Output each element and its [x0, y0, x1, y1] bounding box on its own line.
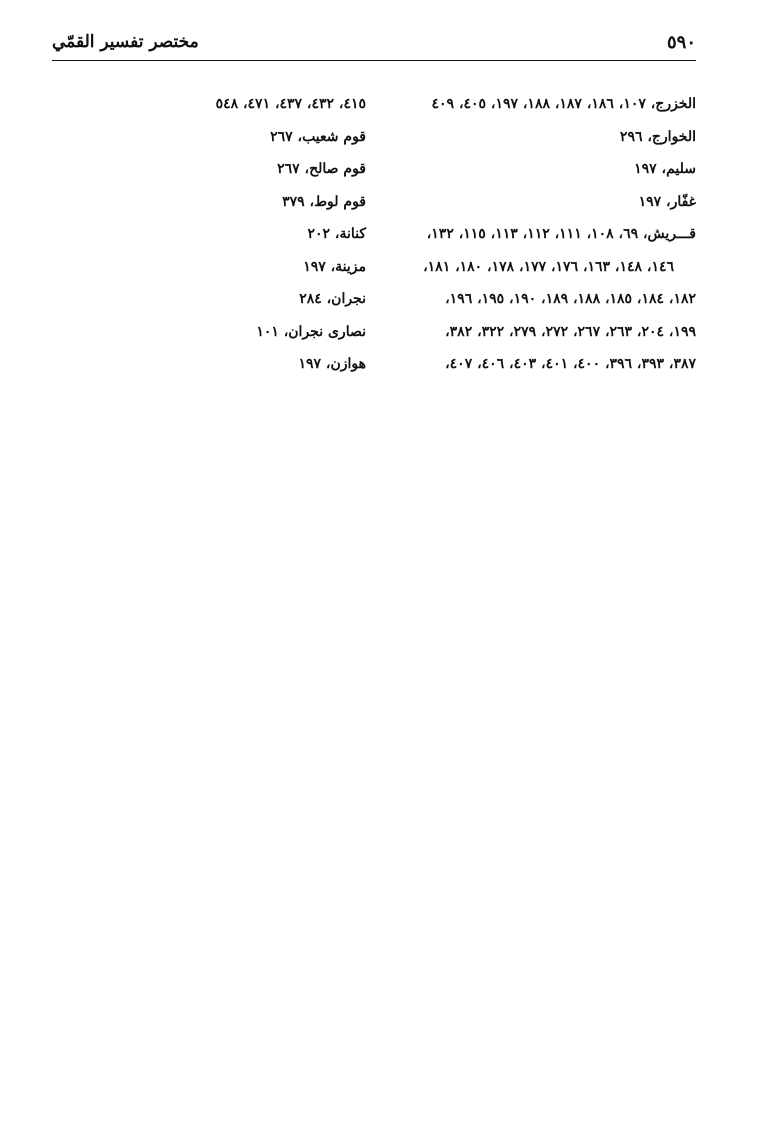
index-entry: كنانة، ٢٠٢	[307, 226, 366, 242]
index-entry-continuation: ٤١٥، ٤٣٢، ٤٣٧، ٤٧١، ٥٤٨	[215, 96, 366, 112]
index-entry: سليم، ١٩٧	[634, 161, 696, 177]
index-entry: قوم شعيب، ٢٦٧	[270, 128, 366, 145]
index-entry-continuation: ١٩٩، ٢٠٤، ٢٦٣، ٢٦٧، ٢٧٢، ٢٧٩، ٣٢٢، ٣٨٢،	[445, 323, 696, 340]
index-entry: قوم صالح، ٢٦٧	[277, 161, 366, 177]
index-column-right	[396, 88, 696, 381]
index-entry: هوازن، ١٩٧	[298, 356, 366, 372]
book-title: مختصر تفسير القمّي	[52, 32, 199, 52]
index-entry-continuation: ١٤٦، ١٤٨، ١٦٣، ١٧٦، ١٧٧، ١٧٨، ١٨٠، ١٨١،	[423, 258, 674, 275]
page-header	[52, 28, 696, 61]
index-entry-continuation: ٣٨٧، ٣٩٣، ٣٩٦، ٤٠٠، ٤٠١، ٤٠٣، ٤٠٦، ٤٠٧،	[445, 356, 696, 372]
index-entry: الخوارج، ٢٩٦	[619, 128, 696, 145]
index-entry: قـــريش، ٦٩، ١٠٨، ١١١، ١١٢، ١١٣، ١١٥، ١٣٢،	[426, 226, 696, 242]
index-entry: الخزرج، ١٠٧، ١٨٦، ١٨٧، ١٨٨، ١٩٧، ٤٠٥، ٤٠٩	[431, 96, 696, 112]
page-number: ٥٩٠	[666, 32, 696, 53]
index-entry: غفّار، ١٩٧	[638, 193, 696, 210]
index-entry: نجران، ٢٨٤	[299, 291, 366, 307]
index-entry: مزينة، ١٩٧	[303, 258, 366, 275]
index-entry-continuation: ١٨٢، ١٨٤، ١٨٥، ١٨٨، ١٨٩، ١٩٠، ١٩٥، ١٩٦،	[445, 291, 696, 307]
index-column-left	[176, 88, 366, 381]
index-entry: قوم لوط، ٣٧٩	[282, 193, 366, 210]
index-columns	[180, 88, 696, 408]
index-entry: نصارى نجران، ١٠١	[256, 323, 366, 340]
